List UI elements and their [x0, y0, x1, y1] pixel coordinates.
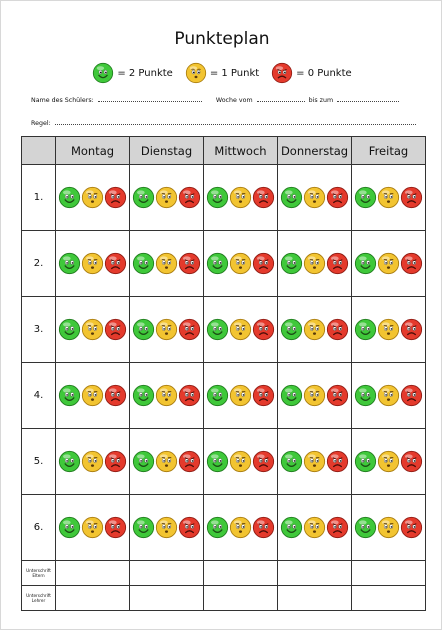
red-smiley-icon[interactable]	[400, 318, 423, 341]
face-group	[130, 450, 203, 473]
green-smiley-icon[interactable]	[58, 516, 81, 539]
table-row	[22, 495, 426, 561]
face-group	[278, 450, 351, 473]
green-smiley-icon[interactable]	[206, 384, 229, 407]
rating-cell	[278, 429, 352, 495]
green-smiley-icon[interactable]	[280, 384, 303, 407]
red-smiley-icon[interactable]	[400, 516, 423, 539]
red-smiley-icon[interactable]	[252, 318, 275, 341]
signature-parents-label: Unterschrift Eltern	[22, 561, 56, 586]
green-smiley-icon[interactable]	[58, 186, 81, 209]
yellow-smiley-icon[interactable]	[229, 384, 252, 407]
rating-cell	[352, 297, 426, 363]
row-number: 6.	[22, 495, 56, 561]
table-row	[22, 297, 426, 363]
green-smiley-icon[interactable]	[280, 186, 303, 209]
red-smiley-icon[interactable]	[400, 252, 423, 275]
green-smiley-icon[interactable]	[58, 384, 81, 407]
table-header-row	[22, 137, 426, 165]
green-smiley-icon[interactable]	[354, 318, 377, 341]
header-corner	[22, 137, 56, 165]
row-number: 3.	[22, 297, 56, 363]
red-smiley-icon[interactable]	[104, 186, 127, 209]
yellow-smiley-icon[interactable]	[377, 384, 400, 407]
green-smiley-icon[interactable]	[132, 252, 155, 275]
yellow-smiley-icon[interactable]	[81, 450, 104, 473]
yellow-smiley-icon[interactable]	[303, 318, 326, 341]
rating-cell	[56, 231, 130, 297]
green-smiley-icon[interactable]	[132, 318, 155, 341]
student-name-field[interactable]	[98, 94, 202, 102]
rating-cell	[56, 495, 130, 561]
face-group	[130, 516, 203, 539]
red-smiley-icon[interactable]	[252, 252, 275, 275]
face-group	[204, 384, 277, 407]
legend-item-green	[92, 62, 173, 84]
green-smiley-icon[interactable]	[354, 516, 377, 539]
yellow-smiley-icon[interactable]	[155, 252, 178, 275]
red-smiley-icon[interactable]	[178, 516, 201, 539]
week-to-field[interactable]	[337, 94, 399, 102]
rating-cell	[352, 363, 426, 429]
row-number: 4.	[22, 363, 56, 429]
face-group	[130, 186, 203, 209]
face-group	[204, 186, 277, 209]
face-group	[278, 516, 351, 539]
yellow-smiley-icon[interactable]	[303, 450, 326, 473]
green-smiley-icon[interactable]	[58, 450, 81, 473]
green-smiley-icon[interactable]	[206, 186, 229, 209]
face-group	[130, 384, 203, 407]
green-smiley-icon[interactable]	[58, 318, 81, 341]
rating-cell	[278, 231, 352, 297]
yellow-smiley-icon[interactable]	[303, 252, 326, 275]
rating-cell	[130, 429, 204, 495]
red-smiley-icon[interactable]	[400, 450, 423, 473]
legend-label-red: = 0 Punkte	[296, 67, 352, 79]
yellow-smiley-icon[interactable]	[377, 450, 400, 473]
rating-cell	[278, 363, 352, 429]
yellow-smiley-icon[interactable]	[229, 252, 252, 275]
rule-field[interactable]	[55, 117, 416, 125]
row-number: 5.	[22, 429, 56, 495]
rating-cell	[56, 297, 130, 363]
face-group	[278, 186, 351, 209]
signature-cell[interactable]	[352, 561, 426, 586]
rating-cell	[130, 165, 204, 231]
signature-teacher-label: Unterschrift Lehrer	[22, 586, 56, 611]
green-smiley-icon[interactable]	[280, 450, 303, 473]
face-group	[204, 318, 277, 341]
rating-cell	[130, 363, 204, 429]
signature-cell[interactable]	[56, 561, 130, 586]
rating-cell	[204, 165, 278, 231]
red-smiley-icon[interactable]	[326, 252, 349, 275]
green-smiley-icon	[92, 62, 114, 84]
signature-row-parents	[22, 561, 426, 586]
green-smiley-icon[interactable]	[132, 384, 155, 407]
yellow-smiley-icon	[185, 62, 207, 84]
green-smiley-icon[interactable]	[132, 186, 155, 209]
red-smiley-icon[interactable]	[104, 516, 127, 539]
rating-cell	[56, 165, 130, 231]
yellow-smiley-icon[interactable]	[229, 450, 252, 473]
red-smiley-icon[interactable]	[178, 252, 201, 275]
face-group	[56, 252, 129, 275]
face-group	[56, 450, 129, 473]
red-smiley-icon[interactable]	[252, 186, 275, 209]
yellow-smiley-icon[interactable]	[229, 318, 252, 341]
legend-label-green: = 2 Punkte	[117, 67, 173, 79]
table-row	[22, 165, 426, 231]
face-group	[56, 186, 129, 209]
rating-cell	[352, 231, 426, 297]
green-smiley-icon[interactable]	[354, 450, 377, 473]
yellow-smiley-icon[interactable]	[155, 186, 178, 209]
green-smiley-icon[interactable]	[132, 516, 155, 539]
face-group	[352, 252, 425, 275]
red-smiley-icon[interactable]	[104, 318, 127, 341]
signature-cell[interactable]	[204, 561, 278, 586]
yellow-smiley-icon[interactable]	[81, 252, 104, 275]
red-smiley-icon[interactable]	[252, 384, 275, 407]
red-smiley-icon[interactable]	[104, 384, 127, 407]
yellow-smiley-icon[interactable]	[377, 186, 400, 209]
page-title: Punkteplan	[174, 29, 270, 49]
red-smiley-icon[interactable]	[400, 186, 423, 209]
face-group	[352, 450, 425, 473]
red-smiley-icon[interactable]	[326, 450, 349, 473]
green-smiley-icon[interactable]	[206, 516, 229, 539]
red-smiley-icon[interactable]	[400, 384, 423, 407]
face-group	[278, 318, 351, 341]
rating-cell	[278, 165, 352, 231]
signature-cell[interactable]	[278, 561, 352, 586]
yellow-smiley-icon[interactable]	[155, 384, 178, 407]
yellow-smiley-icon[interactable]	[303, 384, 326, 407]
red-smiley-icon[interactable]	[326, 186, 349, 209]
green-smiley-icon[interactable]	[206, 252, 229, 275]
points-legend	[1, 62, 442, 84]
yellow-smiley-icon[interactable]	[81, 318, 104, 341]
signature-cell[interactable]	[130, 586, 204, 611]
face-group	[56, 516, 129, 539]
red-smiley-icon[interactable]	[326, 318, 349, 341]
green-smiley-icon[interactable]	[206, 318, 229, 341]
yellow-smiley-icon[interactable]	[155, 318, 178, 341]
points-table	[21, 136, 426, 611]
table-row	[22, 363, 426, 429]
rating-cell	[56, 363, 130, 429]
yellow-smiley-icon[interactable]	[155, 450, 178, 473]
face-group	[204, 252, 277, 275]
green-smiley-icon[interactable]	[354, 384, 377, 407]
rating-cell	[204, 495, 278, 561]
signature-cell[interactable]	[204, 586, 278, 611]
rating-cell	[278, 297, 352, 363]
face-group	[204, 516, 277, 539]
week-from-label: Woche vom	[215, 97, 253, 104]
signature-row-teacher	[22, 586, 426, 611]
row-number: 1.	[22, 165, 56, 231]
legend-item-red	[271, 62, 352, 84]
header-day-tuesday: Dienstag	[130, 137, 204, 165]
legend-label-yellow: = 1 Punkt	[209, 67, 260, 79]
face-group	[278, 252, 351, 275]
face-group	[130, 252, 203, 275]
face-group	[278, 384, 351, 407]
yellow-smiley-icon[interactable]	[155, 516, 178, 539]
green-smiley-icon[interactable]	[280, 318, 303, 341]
yellow-smiley-icon[interactable]	[377, 318, 400, 341]
red-smiley-icon[interactable]	[326, 516, 349, 539]
yellow-smiley-icon[interactable]	[81, 384, 104, 407]
legend-item-yellow	[185, 62, 259, 84]
red-smiley-icon[interactable]	[252, 516, 275, 539]
red-smiley-icon[interactable]	[178, 450, 201, 473]
header-day-wednesday: Mittwoch	[204, 137, 278, 165]
green-smiley-icon[interactable]	[354, 186, 377, 209]
face-group	[352, 516, 425, 539]
row-number: 2.	[22, 231, 56, 297]
yellow-smiley-icon[interactable]	[377, 516, 400, 539]
face-group	[352, 384, 425, 407]
red-smiley-icon[interactable]	[252, 450, 275, 473]
table-row	[22, 429, 426, 495]
rating-cell	[130, 495, 204, 561]
signature-cell[interactable]	[56, 586, 130, 611]
rule-label: Regel:	[31, 120, 51, 127]
rating-cell	[204, 297, 278, 363]
rule-line	[31, 117, 418, 127]
rating-cell	[130, 297, 204, 363]
rating-cell	[130, 231, 204, 297]
red-smiley-icon[interactable]	[104, 450, 127, 473]
week-to-label: bis zum	[308, 97, 334, 104]
face-group	[352, 318, 425, 341]
signature-cell[interactable]	[130, 561, 204, 586]
yellow-smiley-icon[interactable]	[303, 186, 326, 209]
yellow-smiley-icon[interactable]	[229, 516, 252, 539]
header-day-thursday: Donnerstag	[278, 137, 352, 165]
green-smiley-icon[interactable]	[58, 252, 81, 275]
face-group	[204, 450, 277, 473]
rating-cell	[204, 231, 278, 297]
green-smiley-icon[interactable]	[280, 252, 303, 275]
rating-cell	[204, 429, 278, 495]
rating-cell	[204, 363, 278, 429]
face-group	[56, 384, 129, 407]
red-smiley-icon[interactable]	[178, 186, 201, 209]
rating-cell	[56, 429, 130, 495]
student-name-label: Name des Schülers:	[31, 97, 94, 104]
yellow-smiley-icon[interactable]	[229, 186, 252, 209]
student-week-line	[31, 94, 401, 104]
red-smiley-icon[interactable]	[178, 384, 201, 407]
green-smiley-icon[interactable]	[354, 252, 377, 275]
yellow-smiley-icon[interactable]	[81, 516, 104, 539]
red-smiley-icon[interactable]	[104, 252, 127, 275]
rating-cell	[352, 495, 426, 561]
rating-cell	[352, 165, 426, 231]
red-smiley-icon[interactable]	[326, 384, 349, 407]
yellow-smiley-icon[interactable]	[81, 186, 104, 209]
face-group	[56, 318, 129, 341]
week-from-field[interactable]	[257, 94, 305, 102]
yellow-smiley-icon[interactable]	[303, 516, 326, 539]
green-smiley-icon[interactable]	[280, 516, 303, 539]
signature-cell[interactable]	[278, 586, 352, 611]
green-smiley-icon[interactable]	[132, 450, 155, 473]
header-day-friday: Freitag	[352, 137, 426, 165]
rating-cell	[352, 429, 426, 495]
table-row	[22, 231, 426, 297]
red-smiley-icon[interactable]	[178, 318, 201, 341]
face-group	[130, 318, 203, 341]
rating-cell	[278, 495, 352, 561]
header-day-monday: Montag	[56, 137, 130, 165]
signature-cell[interactable]	[352, 586, 426, 611]
yellow-smiley-icon[interactable]	[377, 252, 400, 275]
green-smiley-icon[interactable]	[206, 450, 229, 473]
face-group	[352, 186, 425, 209]
red-smiley-icon	[271, 62, 293, 84]
